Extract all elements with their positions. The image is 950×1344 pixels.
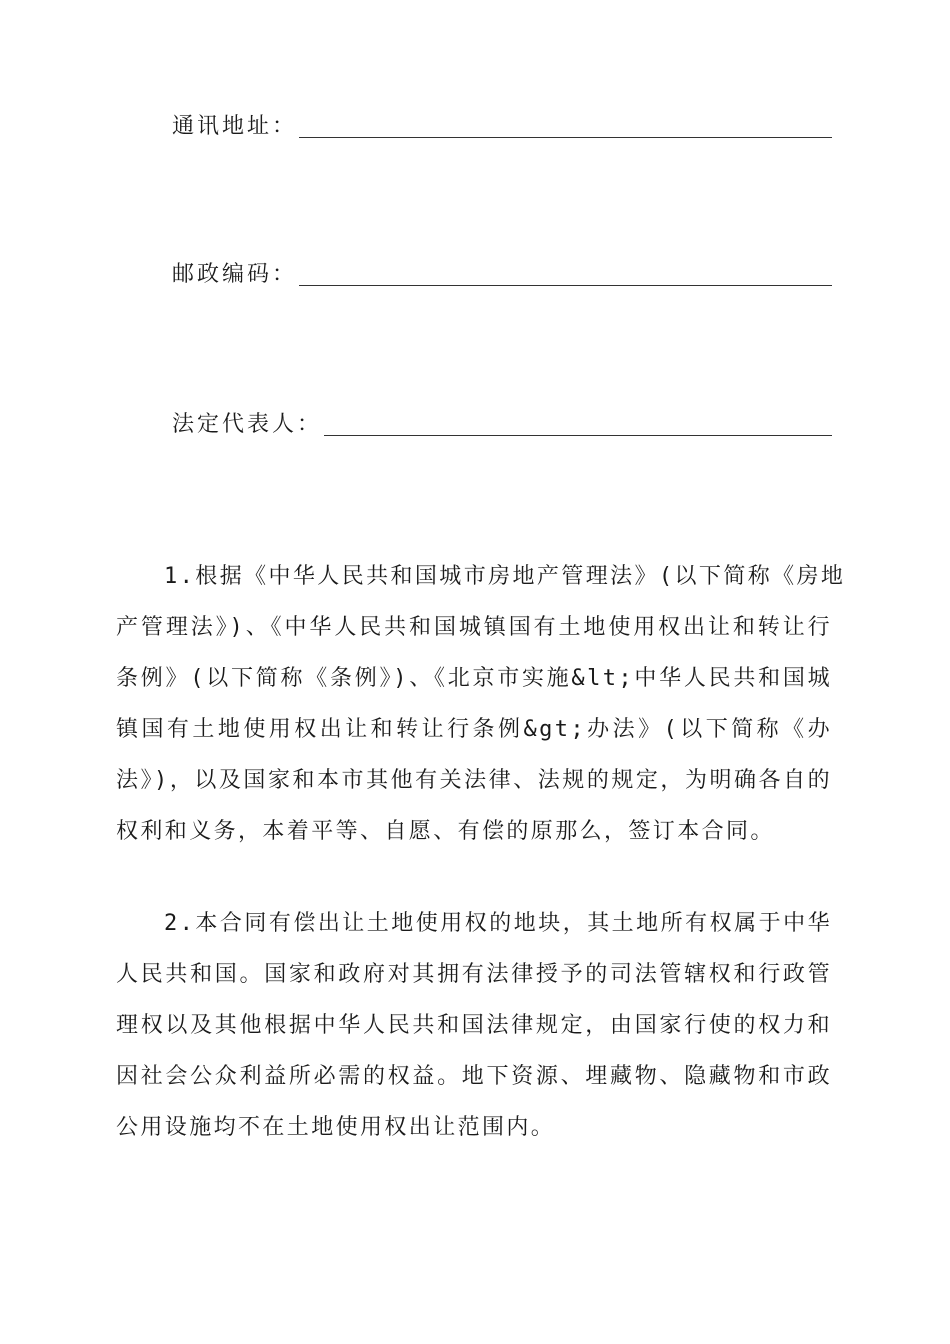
address-label: 通讯地址： bbox=[172, 114, 298, 139]
clause-1-line-4: 镇国有土地使用权出让和转让行条例&gt;办法》(以下简称《办 bbox=[116, 717, 832, 742]
clause-2 bbox=[116, 898, 832, 1153]
postcode-label: 邮政编码： bbox=[172, 262, 298, 287]
legal-rep-blank-line[interactable] bbox=[324, 434, 832, 436]
clause-1-line-5: 法》)，以及国家和本市其他有关法律、法规的规定，为明确各自的 bbox=[116, 768, 832, 793]
clause-1-line-6: 权利和义务，本着平等、自愿、有偿的原那么，签订本合同。 bbox=[116, 819, 775, 844]
clause-2-line-3: 理权以及其他根据中华人民共和国法律规定，由国家行使的权力和 bbox=[116, 1013, 832, 1038]
address-field bbox=[172, 108, 832, 142]
address-blank-line[interactable] bbox=[299, 136, 832, 138]
clause-1-line-1: 1.根据《中华人民共和国城市房地产管理法》(以下简称《房地 bbox=[164, 564, 846, 589]
postcode-blank-line[interactable] bbox=[299, 284, 832, 286]
clause-1-line-3: 条例》(以下简称《条例》)、《北京市实施&lt;中华人民共和国城 bbox=[116, 666, 832, 691]
postcode-field bbox=[172, 256, 832, 290]
legal-rep-label: 法定代表人： bbox=[172, 412, 323, 437]
clause-2-line-5: 公用设施均不在土地使用权出让范围内。 bbox=[116, 1115, 556, 1140]
clause-1 bbox=[116, 551, 846, 857]
legal-rep-field bbox=[172, 406, 832, 440]
clause-2-line-2: 人民共和国。国家和政府对其拥有法律授予的司法管辖权和行政管 bbox=[116, 962, 832, 987]
clause-2-line-4: 因社会公众利益所必需的权益。地下资源、埋藏物、隐藏物和市政 bbox=[116, 1064, 832, 1089]
clause-2-line-1: 2.本合同有偿出让土地使用权的地块，其土地所有权属于中华 bbox=[164, 911, 832, 936]
clause-1-line-2: 产管理法》)、《中华人民共和国城镇国有土地使用权出让和转让行 bbox=[116, 615, 832, 640]
